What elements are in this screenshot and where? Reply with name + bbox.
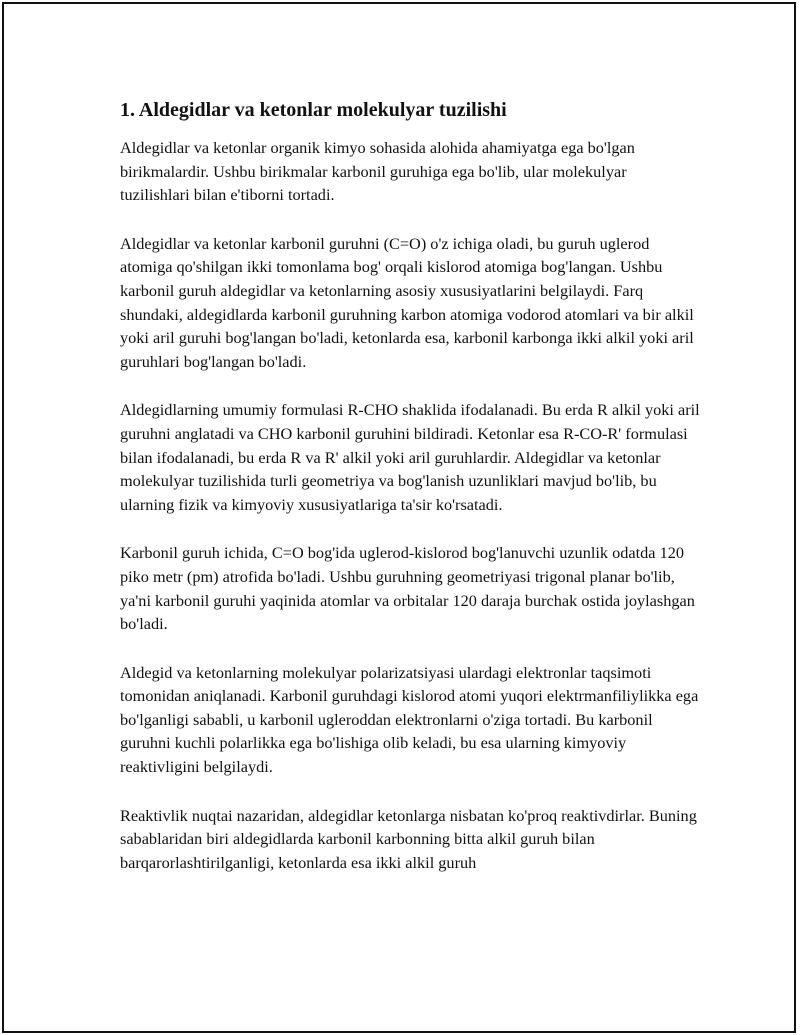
- document-body: [120, 96, 700, 899]
- paragraph-general-formula: Aldegidlarning umumiy formulasi R-CHO shaklida ifodalanadi. Bu erda R alkil yoki aril guruhni anglatadi va CHO karbonil guruhini bildiradi. Ketonlar esa R-CO-R' formulasi bilan ifodalanadi, bu erda R va R' alkil yoki aril guruhlardir. Aldegidlar va ketonlar molekulyar tuzilishida turli geometriya va bog'lanish uzunliklari mavjud bo'lib, bu ularning fizik va kimyoviy xususiyatlariga ta'sir ko'rsatadi.: [120, 400, 700, 514]
- section-title: 1. Aldegidlar va ketonlar molekulyar tuzilishi: [120, 99, 507, 121]
- page-frame: [2, 2, 796, 1033]
- paragraph-polarization: Aldegid va ketonlarning molekulyar polarizatsiyasi ulardagi elektronlar taqsimoti tomonidan aniqlanadi. Karbonil guruhdagi kislorod atomi yuqori elektrmanfiliylikka ega bo'lganligi sababli, u karbonil ugleroddan elektronlarni o'ziga tortadi. Bu karbonil guruhni kuchli polarlikka ega bo'lishiga olib keladi, bu esa ularning kimyoviy reaktivligini belgilaydi.: [120, 662, 699, 777]
- paragraph-bond-geometry: Karbonil guruh ichida, C=O bog'ida uglerod-kislorod bog'lanuvchi uzunlik odatda 120 piko metr (pm) atrofida bo'ladi. Ushbu guruhning geometriyasi trigonal planar bo'lib, ya'ni karbonil guruhi yaqinida atomlar va orbitalar 120 daraja burchak ostida joylashgan bo'ladi.: [120, 543, 695, 634]
- paragraph-carbonyl-group: Aldegidlar va ketonlar karbonil guruhni (C=O) o'z ichiga oladi, bu guruh uglerod atomiga qo'shilgan ikki tomonlama bog' orqali kislorod atomiga bog'langan. Ushbu karbonil guruh aldegidlar va ketonlarning asosiy xususiyatlarini belgilaydi. Farq shundaki, aldegidlarda karbonil guruhning karbon atomiga vodorod atomlari va bir alkil yoki aril guruhi bog'langan bo'ladi, ketonlarda esa, karbonil karbonga ikki alkil yoki aril guruhlari bog'langan bo'ladi.: [120, 233, 694, 371]
- paragraph-reactivity: Reaktivlik nuqtai nazaridan, aldegidlar ketonlarga nisbatan ko'proq reaktivdirlar. Buning sabablaridan biri aldegidlarda karbonil karbonning bitta alkil guruh bilan barqarorlashtirilganligi, ketonlarda esa ikki alkil guruh: [120, 805, 697, 872]
- paragraph-intro: Aldegidlar va ketonlar organik kimyo sohasida alohida ahamiyatga ega bo'lgan birikmalardir. Ushbu birikmalar karbonil guruhiga ega bo'lib, ular molekulyar tuzilishlari bilan e'tiborni tortadi.: [120, 138, 635, 205]
